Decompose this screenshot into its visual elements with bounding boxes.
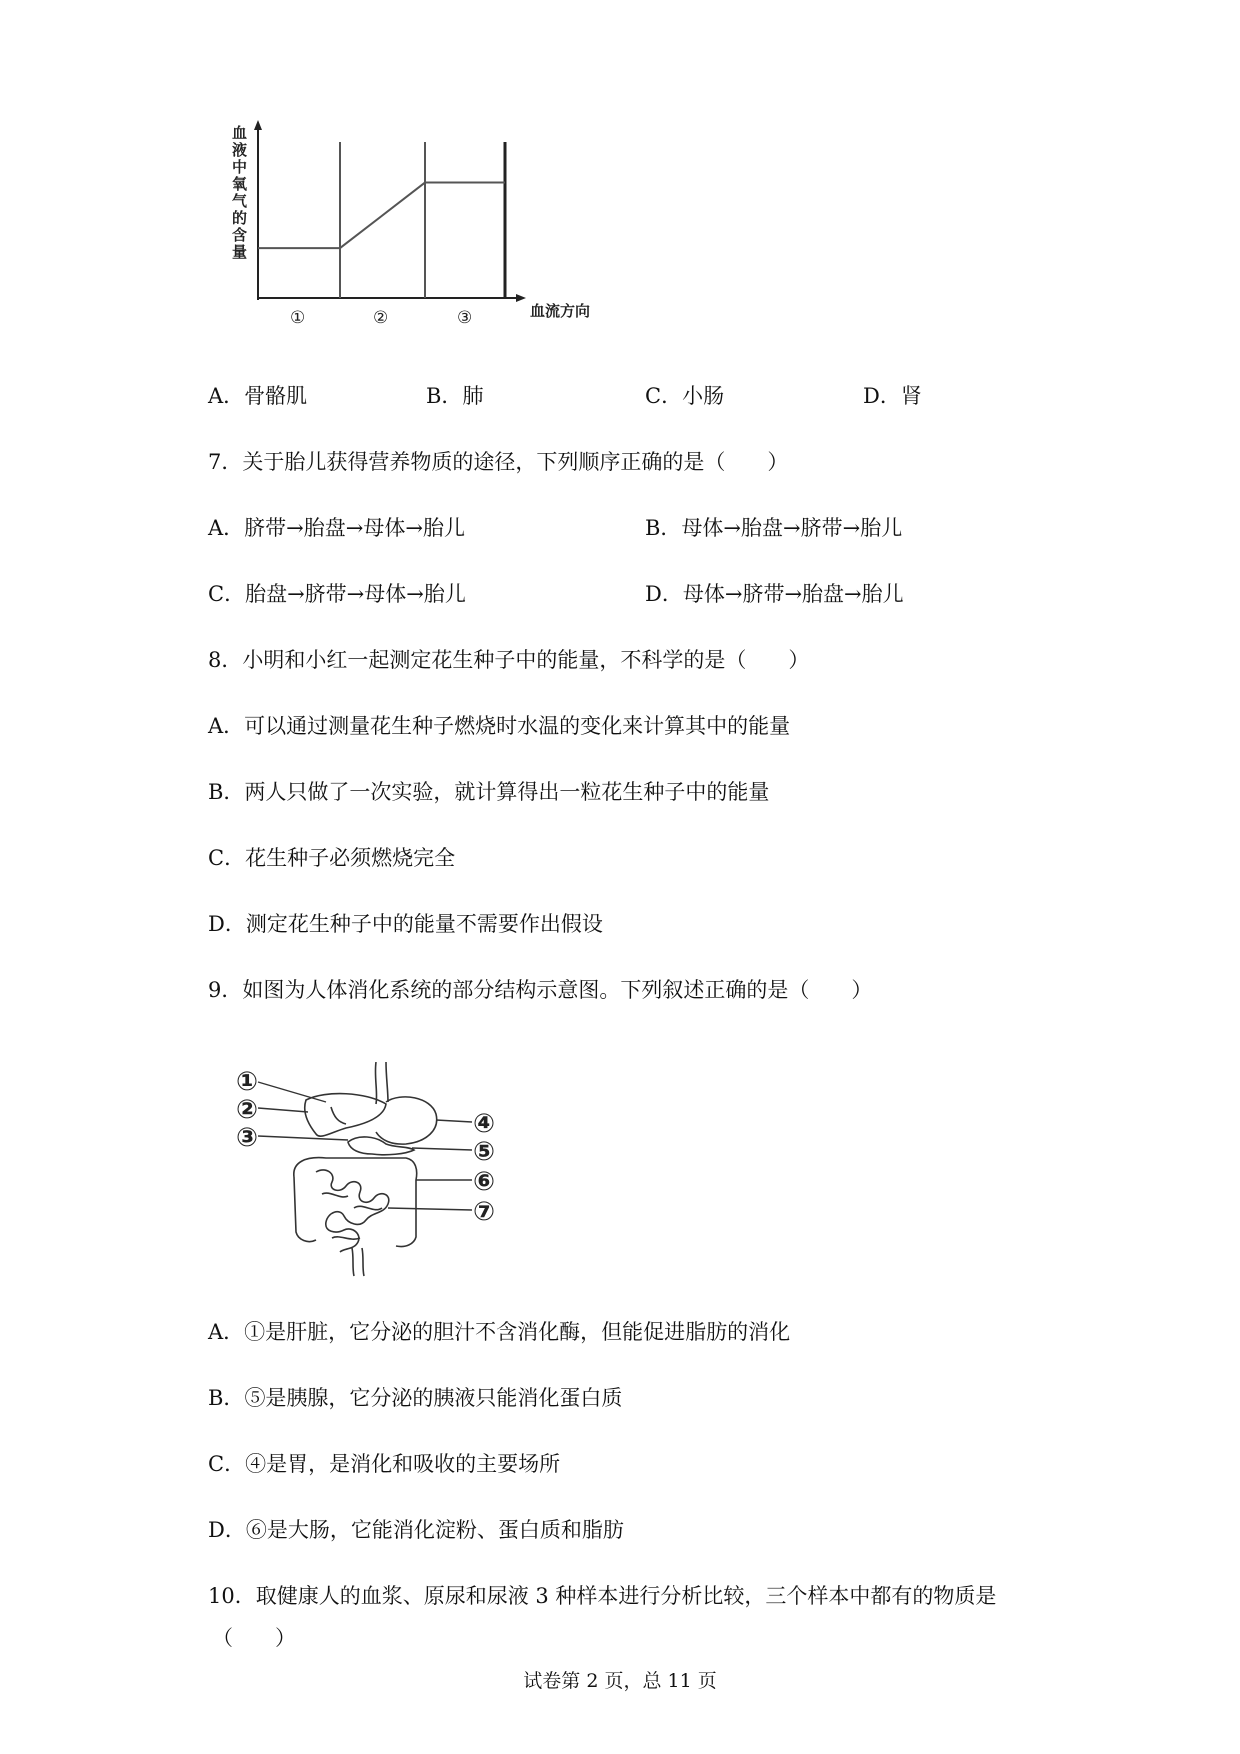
diagram-label-3: ③ [236, 1123, 259, 1153]
option-text: 胎盘→脐带→母体→胎儿 [245, 582, 466, 606]
q7-option-c[interactable] [208, 580, 466, 608]
diagram-label-7: ⑦ [473, 1197, 496, 1227]
pointer-2 [258, 1108, 308, 1112]
option-text: ①是肝脏，它分泌的胆汁不含消化酶，但能促进脂肪的消化 [244, 1320, 791, 1344]
q6-option-b[interactable] [426, 382, 483, 410]
segment-label-2: ② [373, 308, 389, 328]
digestive-diagram-svg [236, 1062, 506, 1277]
oxygen-chart [220, 120, 620, 340]
diagram-label-1: ① [236, 1067, 259, 1097]
option-text: 脐带→胎盘→母体→胎儿 [244, 516, 465, 540]
option-text: ⑥是大肠，它能消化淀粉、蛋白质和脂肪 [245, 1518, 624, 1542]
diagram-label-2: ② [236, 1095, 259, 1125]
option-key: D． [208, 912, 246, 936]
q9-stem: 9．如图为人体消化系统的部分结构示意图。下列叙述正确的是（ ） [208, 978, 873, 1002]
option-key: A． [208, 714, 245, 738]
q9-option-a[interactable] [208, 1318, 790, 1346]
q6-option-a[interactable] [208, 382, 307, 410]
option-key: B． [208, 1386, 245, 1410]
oxygen-chart-svg [220, 120, 620, 340]
segment-label-3: ③ [457, 308, 473, 328]
option-text: ⑤是胰腺，它分泌的胰液只能消化蛋白质 [244, 1386, 623, 1410]
y-axis-arrow [254, 120, 262, 130]
esophagus [375, 1062, 388, 1104]
option-text: 小肠 [682, 384, 725, 408]
option-key: A． [208, 1320, 245, 1344]
y-axis-label: 血液中氧气的含量 [232, 124, 248, 261]
segment-label-1: ① [290, 308, 306, 328]
diagram-label-4: ④ [473, 1109, 496, 1139]
oxygen-curve [258, 183, 505, 249]
q6-option-c[interactable] [645, 382, 724, 410]
q7-option-d[interactable] [645, 580, 904, 608]
q9-option-b[interactable] [208, 1384, 622, 1412]
large-intestine [294, 1158, 417, 1247]
pointer-7 [388, 1208, 472, 1210]
q8-stem: 8．小明和小红一起测定花生种子中的能量，不科学的是（ ） [208, 648, 810, 672]
option-key: A． [208, 516, 245, 540]
q9-option-d[interactable] [208, 1516, 624, 1544]
x-axis-arrow [516, 294, 526, 302]
option-key: D． [863, 384, 901, 408]
option-text: 母体→脐带→胎盘→胎儿 [682, 582, 904, 606]
option-text: ④是胃，是消化和吸收的主要场所 [245, 1452, 561, 1476]
pointer-1 [258, 1082, 326, 1102]
option-text: 测定花生种子中的能量不需要作出假设 [245, 912, 603, 936]
pointer-5 [412, 1148, 472, 1150]
option-key: C． [208, 1452, 246, 1476]
pointer-4 [436, 1120, 472, 1122]
option-text: 花生种子必须燃烧完全 [245, 846, 456, 870]
q10-stem-continuation: （ ） [212, 1626, 296, 1650]
diagram-label-5: ⑤ [473, 1137, 496, 1167]
option-text: 肾 [900, 384, 922, 408]
page-footer: 试卷第 2 页，总 11 页 [523, 1670, 717, 1692]
option-key: C． [208, 846, 246, 870]
digestive-diagram [236, 1062, 506, 1277]
option-key: B． [208, 780, 245, 804]
q8-option-c[interactable] [208, 844, 455, 872]
q7-option-a[interactable] [208, 514, 465, 542]
option-text: 可以通过测量花生种子燃烧时水温的变化来计算其中的能量 [244, 714, 791, 738]
option-text: 母体→胎盘→脐带→胎儿 [681, 516, 903, 540]
q10-stem: 10．取健康人的血浆、原尿和尿液 3 种样本进行分析比较，三个样本中都有的物质是 [208, 1584, 997, 1608]
q8-option-a[interactable] [208, 712, 790, 740]
option-text: 肺 [462, 384, 484, 408]
option-text: 两人只做了一次实验，就计算得出一粒花生种子中的能量 [244, 780, 770, 804]
q9-option-c[interactable] [208, 1450, 560, 1478]
option-key: B． [426, 384, 463, 408]
option-key: A． [208, 384, 245, 408]
option-key: D． [208, 1518, 246, 1542]
option-key: B． [645, 516, 682, 540]
x-axis-label: 血流方向 [530, 302, 591, 320]
pointer-3 [258, 1136, 348, 1140]
q8-option-d[interactable] [208, 910, 603, 938]
rectum [352, 1248, 364, 1276]
diagram-label-6: ⑥ [473, 1167, 496, 1197]
q6-option-d[interactable] [863, 382, 922, 410]
option-key: C． [208, 582, 246, 606]
option-text: 骨骼肌 [244, 384, 308, 408]
option-key: C． [645, 384, 683, 408]
pancreas [348, 1137, 414, 1155]
option-key: D． [645, 582, 683, 606]
q7-option-b[interactable] [645, 514, 902, 542]
q8-option-b[interactable] [208, 778, 769, 806]
q7-stem: 7．关于胎儿获得营养物质的途径，下列顺序正确的是（ ） [208, 450, 789, 474]
